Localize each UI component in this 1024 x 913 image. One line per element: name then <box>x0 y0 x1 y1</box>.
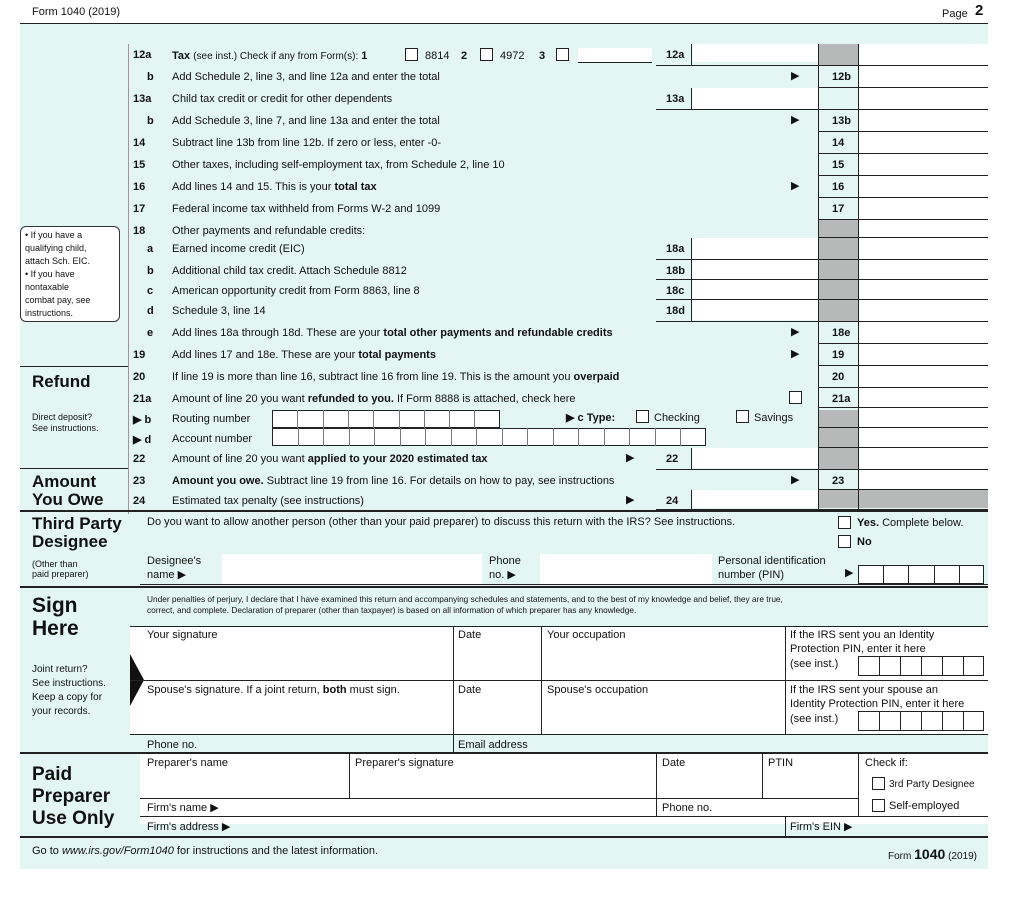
box-label: 23 <box>832 475 845 487</box>
line-text <box>172 475 614 488</box>
row-rule <box>818 365 988 366</box>
phone-number-label: Phone no. <box>147 739 198 751</box>
sign-title-1: Sign <box>32 594 78 617</box>
phone-label-1: Phone <box>489 555 521 567</box>
digit-divider <box>963 711 964 731</box>
line-number: 13a <box>133 93 152 105</box>
line-text-bold: overpaid <box>573 371 620 383</box>
preparer-title-2: Preparer <box>32 786 111 807</box>
digit-divider <box>451 428 452 446</box>
section-rule <box>20 366 128 367</box>
digit-divider <box>424 410 425 428</box>
answer-column[interactable] <box>858 44 988 469</box>
line-text-part: Account number <box>172 433 253 445</box>
divider <box>858 44 859 510</box>
digit-divider <box>921 711 922 731</box>
rule <box>130 680 988 681</box>
email-label: Email address <box>458 739 528 751</box>
section-rule <box>140 584 988 585</box>
divider <box>453 626 454 752</box>
line-text <box>172 225 365 238</box>
line-text-part: American opportunity credit from Form 8863, line 8 <box>172 285 420 297</box>
divider <box>762 754 763 798</box>
line-text <box>172 285 420 298</box>
arrow-icon: ▶ <box>791 348 800 360</box>
line-text <box>172 137 441 150</box>
digit-divider <box>400 428 401 446</box>
joint-return-note: Joint return? <box>32 664 88 675</box>
row-rule <box>818 447 988 448</box>
eic-note-line: qualifying child, <box>25 243 87 253</box>
line-number: 12a <box>133 49 152 61</box>
digit-divider <box>934 565 935 584</box>
rule <box>140 816 988 817</box>
digit-divider <box>879 711 880 731</box>
line-text-bold: total other payments and refundable credits <box>383 327 613 339</box>
box-label: 13a <box>666 93 685 105</box>
firm-name-label: Firm's name ▶ <box>147 802 219 814</box>
form-3-checkbox[interactable] <box>556 48 569 61</box>
line-text <box>172 243 305 256</box>
account-number-field[interactable] <box>272 428 706 446</box>
spouse-ip-label-2: Identity Protection PIN, enter it here <box>790 698 965 710</box>
line-text-part: Subtract line 13b from line 12b. If zero or less, enter -0- <box>172 137 442 149</box>
line-text-part: Add lines 18a through 18d. These are your <box>172 327 381 339</box>
line-text <box>172 181 377 194</box>
line-text <box>172 327 613 340</box>
row-rule <box>656 65 988 66</box>
digit-divider <box>425 428 426 446</box>
check-if-label: Check if: <box>865 757 908 769</box>
answer-cell[interactable] <box>691 490 818 508</box>
firm-address-label: Firm's address ▶ <box>147 821 231 833</box>
box-label: 17 <box>832 203 845 215</box>
line-text-part: Amount of line 20 you want <box>172 453 305 465</box>
digit-divider <box>942 711 943 731</box>
line-number: 20 <box>133 371 146 383</box>
eic-note-line: combat pay, see <box>25 295 91 305</box>
box-label: 18b <box>666 265 685 277</box>
box-label: 16 <box>832 181 845 193</box>
digit-divider <box>908 565 909 584</box>
designee-no-label: No <box>857 536 872 548</box>
arrow-icon: ▶ <box>626 494 635 506</box>
line-number: e <box>147 327 154 339</box>
divider <box>691 448 692 470</box>
line-text <box>172 393 576 406</box>
designee-phone-field[interactable] <box>540 554 712 584</box>
digit-divider <box>374 428 375 446</box>
divider <box>128 44 129 514</box>
section-rule <box>20 468 128 469</box>
form-label: Form 1040 (2019) <box>32 6 121 18</box>
answer-cell[interactable] <box>691 88 818 110</box>
box-label: 18c <box>666 285 685 297</box>
page-number: 2 <box>975 2 984 19</box>
digit-divider <box>879 656 880 676</box>
divider <box>691 88 692 110</box>
line-text <box>172 453 488 466</box>
box-label: 12b <box>832 71 851 83</box>
designee-yes-label: Yes. Complete below. <box>857 517 964 529</box>
digit-divider <box>527 428 528 446</box>
line-12a-text: Tax (see inst.) Check if any from Form(s): 1 <box>172 50 368 62</box>
preparer-title-3: Use Only <box>32 808 115 829</box>
line-text-bold: total tax <box>334 181 377 193</box>
arrow-icon: ▶ <box>626 452 635 464</box>
box-label: 18a <box>666 243 685 255</box>
arrow-icon: ▶ <box>791 326 800 338</box>
digit-divider <box>629 428 630 446</box>
row-rule <box>818 407 988 408</box>
line-text <box>172 349 436 362</box>
line-text-part: Add Schedule 2, line 3, and line 12a and enter the total <box>172 71 440 83</box>
arrow-icon: ▶ <box>791 180 800 192</box>
designee-sub-1: (Other than <box>32 559 78 569</box>
digit-divider <box>900 656 901 676</box>
divider <box>785 816 786 836</box>
line-text <box>172 203 440 216</box>
direct-deposit-q: Direct deposit? <box>32 412 93 422</box>
line-text-part: Federal income tax withheld from Forms W-2 and 1099 <box>172 203 441 215</box>
row-rule <box>818 219 988 220</box>
footer-goto: Go to www.irs.gov/Form1040 for instructions and the latest information. <box>32 845 379 857</box>
digit-divider <box>449 410 450 428</box>
digit-divider <box>655 428 656 446</box>
row-rule <box>818 237 988 238</box>
designee-sub-2: paid preparer) <box>32 569 89 579</box>
line-text <box>172 93 392 106</box>
line-text-part: Estimated tax penalty (see instructions) <box>172 495 364 507</box>
line-text-part: Add lines 14 and 15. This is your <box>172 181 332 193</box>
spouse-date-label: Date <box>458 684 482 696</box>
digit-divider <box>502 428 503 446</box>
line-number: b <box>147 115 154 127</box>
your-occupation-label: Your occupation <box>547 629 626 641</box>
date-label: Date <box>458 629 482 641</box>
shade <box>818 410 858 470</box>
ip-pin-label-2: Protection PIN, enter it here <box>790 643 926 655</box>
pin-label-2: number (PIN) <box>718 569 785 581</box>
line-number: c <box>147 285 154 297</box>
answer-cell[interactable] <box>691 44 818 62</box>
preparer-name-label: Preparer's name <box>147 757 228 769</box>
section-rule <box>20 836 988 838</box>
divider <box>858 754 859 816</box>
page-word: Page <box>942 8 968 20</box>
form-3-label: 3 <box>539 50 546 62</box>
eic-note-line: • If you have <box>25 269 75 279</box>
box-label: 19 <box>832 349 845 361</box>
form-4972-label: 4972 <box>500 50 525 62</box>
line-number: ▶ d <box>133 434 152 446</box>
line-number: 22 <box>133 453 146 465</box>
line-number: ▶ b <box>133 414 152 426</box>
box-label: 24 <box>666 495 679 507</box>
form-2-label: 2 <box>461 50 468 62</box>
self-employed-checkbox[interactable] <box>872 799 885 812</box>
shade <box>818 490 988 508</box>
spouse-ip-label-3: (see inst.) <box>790 713 839 725</box>
ptin-label: PTIN <box>768 757 794 769</box>
digit-divider <box>476 428 477 446</box>
designee-name-field[interactable] <box>222 554 482 584</box>
line-text-part: Additional child tax credit. Attach Schedule 8812 <box>172 265 407 277</box>
form-8814-checkbox[interactable] <box>405 48 418 61</box>
joint-return-note: your records. <box>32 706 91 717</box>
line-text-part: Subtract line 19 from line 16. For details on how to pay, see instructions <box>266 475 615 487</box>
preparer-signature-label: Preparer's signature <box>355 757 454 769</box>
savings-label: Savings <box>754 412 794 424</box>
designee-no-checkbox[interactable] <box>838 535 851 548</box>
firm-ein-label: Firm's EIN ▶ <box>790 821 853 833</box>
line-number: b <box>147 71 154 83</box>
form-8814-label: 8814 <box>425 50 450 62</box>
designee-name-label-1: Designee's <box>147 555 202 567</box>
row-rule <box>656 469 988 470</box>
your-signature-label: Your signature <box>147 629 218 641</box>
footer-form: Form 1040 (2019) <box>888 846 977 862</box>
row-rule <box>818 489 988 490</box>
row-rule <box>656 299 988 300</box>
answer-cell[interactable] <box>691 448 818 468</box>
preparer-date-label: Date <box>662 757 686 769</box>
line-text-bold: refunded to you. <box>307 393 394 405</box>
sign-title-2: Here <box>32 617 79 640</box>
spouse-occupation-label: Spouse's occupation <box>547 684 649 696</box>
row-rule <box>656 109 988 110</box>
row-rule <box>818 343 988 344</box>
pin-label-1: Personal identification <box>718 555 826 567</box>
eic-note-line: attach Sch. EIC. <box>25 256 91 266</box>
eic-note-line: • If you have a <box>25 230 83 240</box>
rule <box>140 798 858 799</box>
designee-question: Do you want to allow another person (other than your paid preparer) to discuss this return with the IRS? See instructions. <box>147 516 736 528</box>
digit-divider <box>578 428 579 446</box>
divider <box>691 238 692 322</box>
row-rule <box>818 153 988 154</box>
pin-arrow: ▶ <box>845 567 854 579</box>
digit-divider <box>921 656 922 676</box>
designee-title-1: Third Party <box>32 514 122 533</box>
line-number: 23 <box>133 475 146 487</box>
eic-note-line: instructions. <box>25 308 74 318</box>
line-text <box>172 371 619 384</box>
designee-yes-checkbox[interactable] <box>838 516 851 529</box>
line-number: a <box>147 243 154 255</box>
digit-divider <box>959 565 960 584</box>
digit-divider <box>298 428 299 446</box>
preparer-block <box>140 754 988 824</box>
box-label: 18d <box>666 305 685 317</box>
designee-title-2: Designee <box>32 532 108 551</box>
box-label: 15 <box>832 159 845 171</box>
line-text <box>172 115 440 128</box>
checking-checkbox[interactable] <box>636 410 649 423</box>
ip-pin-label-1: If the IRS sent you an Identity <box>790 629 935 641</box>
line-number: 18 <box>133 225 146 237</box>
digit-divider <box>883 565 884 584</box>
eic-note-line: nontaxable <box>25 282 70 292</box>
line-text <box>172 433 252 446</box>
box-label: 20 <box>832 371 845 383</box>
checking-label: Checking <box>654 412 700 424</box>
line-text <box>172 413 250 426</box>
digit-divider <box>553 428 554 446</box>
answer-column-23[interactable] <box>858 470 988 490</box>
digit-divider <box>399 410 400 428</box>
row-rule <box>656 321 988 322</box>
line-text-part: Add lines 17 and 18e. These are your <box>172 349 356 361</box>
joint-return-note: See instructions. <box>32 678 106 689</box>
arrow-icon: ▶ <box>791 70 800 82</box>
line-text-part: Amount of line 20 you want <box>172 393 305 405</box>
designee-name-label-2: name ▶ <box>147 569 187 581</box>
divider <box>818 44 819 510</box>
form-4972-checkbox[interactable] <box>480 48 493 61</box>
divider <box>349 754 350 798</box>
line-text-part: Other payments and refundable credits: <box>172 225 366 237</box>
spouse-ip-label-1: If the IRS sent your spouse an <box>790 684 938 696</box>
form-8888-checkbox[interactable] <box>789 391 802 404</box>
box-label: 12a <box>666 49 685 61</box>
digit-divider <box>604 428 605 446</box>
form-3-field[interactable] <box>578 48 652 63</box>
divider <box>541 626 542 734</box>
owe-title-2: You Owe <box>32 490 104 509</box>
divider <box>691 44 692 66</box>
section-rule <box>20 586 988 588</box>
digit-divider <box>373 410 374 428</box>
line-text-part: If Form 8888 is attached, check here <box>397 393 576 405</box>
row-rule <box>818 387 988 388</box>
box-label: 22 <box>666 453 679 465</box>
line-text <box>172 305 266 318</box>
digit-divider <box>323 410 324 428</box>
digit-divider <box>349 428 350 446</box>
line-number: 16 <box>133 181 146 193</box>
line-text-part: Routing number <box>172 413 251 425</box>
line-text <box>172 71 440 84</box>
line-text-bold: Amount you owe. <box>172 475 264 487</box>
routing-number-field[interactable] <box>272 410 500 428</box>
phone-label-2: no. ▶ <box>489 569 516 581</box>
line-number: 19 <box>133 349 146 361</box>
direct-deposit-inst: See instructions. <box>32 423 99 433</box>
preparer-phone-label: Phone no. <box>662 802 713 814</box>
box-label: 21a <box>832 393 851 405</box>
designee-pin-field[interactable] <box>858 565 984 584</box>
owe-title-1: Amount <box>32 472 97 491</box>
perjury-line-2: correct, and complete. Declaration of preparer (other than taxpayer) is based on all information of which preparer has any knowledge. <box>147 605 637 615</box>
perjury-line-1: Under penalties of perjury, I declare that I have examined this return and accompanying schedules and statements, and to the best of my knowledge and belief, they are true, <box>147 594 783 604</box>
divider <box>656 754 657 816</box>
box-label: 13b <box>832 115 851 127</box>
digit-divider <box>474 410 475 428</box>
digit-divider <box>297 410 298 428</box>
self-employed-label: Self-employed <box>889 800 960 812</box>
rule <box>130 734 988 735</box>
row-rule <box>818 87 988 88</box>
line-number: 15 <box>133 159 146 171</box>
row-rule <box>818 175 988 176</box>
line-number: 17 <box>133 203 146 215</box>
spouse-signature-label: Spouse's signature. If a joint return, both must sign. <box>147 684 400 696</box>
digit-divider <box>942 656 943 676</box>
divider <box>785 626 786 734</box>
line-text-part: Schedule 3, line 14 <box>172 305 266 317</box>
third-party-designee-label: 3rd Party Designee <box>889 779 975 790</box>
rule <box>130 626 988 627</box>
ip-pin-label-3: (see inst.) <box>790 658 839 670</box>
line-number: d <box>147 305 154 317</box>
shade <box>818 220 858 322</box>
savings-checkbox[interactable] <box>736 410 749 423</box>
line-text <box>172 159 505 172</box>
row-rule <box>818 427 988 428</box>
row-rule <box>818 197 988 198</box>
preparer-title-1: Paid <box>32 764 73 785</box>
line-number: b <box>147 265 154 277</box>
type-label: ▶ c Type: <box>566 412 616 424</box>
digit-divider <box>900 711 901 731</box>
row-rule <box>656 259 988 260</box>
line-text-bold: total payments <box>358 349 436 361</box>
joint-return-note: Keep a copy for <box>32 692 103 703</box>
section-rule <box>20 510 988 512</box>
line-text-part: Child tax credit or credit for other dependents <box>172 93 393 105</box>
third-party-designee-checkbox[interactable] <box>872 777 885 790</box>
digit-divider <box>348 410 349 428</box>
line-text-part: If line 19 is more than line 16, subtract line 16 from line 19. This is the amount you <box>172 371 571 383</box>
line-text-part: Other taxes, including self-employment tax, from Schedule 2, line 10 <box>172 159 505 171</box>
digit-divider <box>680 428 681 446</box>
line-text-part: Earned income credit (EIC) <box>172 243 305 255</box>
shade <box>818 44 858 66</box>
row-rule <box>818 131 988 132</box>
digit-divider <box>323 428 324 446</box>
line-text-part: Add Schedule 3, line 7, and line 13a and enter the total <box>172 115 440 127</box>
digit-divider <box>963 656 964 676</box>
line-number: 24 <box>133 495 146 507</box>
line-text <box>172 495 364 508</box>
line-text-bold: applied to your 2020 estimated tax <box>307 453 488 465</box>
refund-title: Refund <box>32 372 91 391</box>
row-rule <box>656 279 988 280</box>
line-number: 21a <box>133 393 152 405</box>
box-label: 14 <box>832 137 845 149</box>
box-label: 18e <box>832 327 851 339</box>
arrow-icon: ▶ <box>791 114 800 126</box>
arrow-icon: ▶ <box>791 474 800 486</box>
line-text <box>172 265 407 278</box>
eic-note <box>20 226 120 322</box>
divider <box>691 490 692 510</box>
line-number: 14 <box>133 137 146 149</box>
